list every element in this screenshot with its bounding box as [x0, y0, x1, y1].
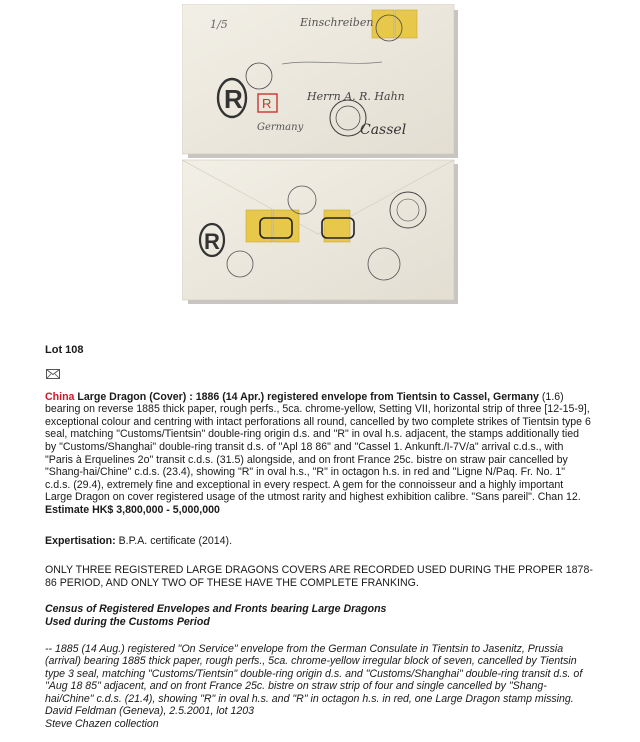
census-entry-source: David Feldman (Geneva), 2.5.2001, lot 1203: [45, 705, 255, 718]
svg-text:R: R: [262, 96, 272, 111]
census-heading-line-2: Used during the Customs Period: [45, 615, 210, 628]
cover-reverse: [182, 160, 454, 300]
census-entry-text: -- 1885 (14 Aug.) registered "On Service" envelope from the German Consulate in Tientsin to Jasenitz, Prussia (arrival) bearing 1885 thick paper, rough perfs., 5ca. chrome-yellow irregular block of seven, cancelled by Tientsin type 3 seal, matching "Customs/Tientsin" double-ring origin d.s. and "Customs/Shanghai" double-ring transit d.s. of "Aug 18 85" adjacent, and on front France 25c. bistre on straw strip of four and single cancelled by "Shang-hai/Chine" c.d.s. (21.4), showing "R" in oval h.s. and "R" in octagon h.s. in red, one Large Dragon stamp missing.: [45, 642, 583, 705]
svg-text:R: R: [204, 229, 220, 254]
svg-text:Germany: Germany: [257, 122, 304, 133]
lot-title: Large Dragon (Cover) : 1886 (14 Apr.) registered envelope from Tientsin to Cassel, Germany: [74, 390, 539, 403]
expertisation-label: Expertisation:: [45, 534, 116, 547]
svg-text:R: R: [224, 84, 243, 114]
census-heading: [45, 603, 593, 628]
census-heading-line-1: Census of Registered Envelopes and Fronts bearing Large Dragons: [45, 603, 387, 616]
svg-text:1/5: 1/5: [210, 18, 228, 31]
lot-number: Lot 108: [45, 344, 84, 356]
country-label: China: [45, 390, 75, 403]
expertisation: [45, 535, 593, 548]
mail-envelope-icon[interactable]: [46, 369, 60, 379]
lot-description: [45, 391, 593, 504]
lot-body: (1.6) bearing on reverse 1885 thick paper, rough perfs., 5ca. chrome-yellow, Setting VII, horizontal strip of three [12-15-9], exceptional colour and centring with intact perforations all round, cancelled by two complete strikes of Tientsin type 6 seal, matching "Customs/Tientsin" double-ring origin d.s. and "R" in oval h.s. adjacent, the stamps additionally tied by "Customs/Shanghai" double-ring transit d.s. of "Apl 18 86" and "Cassel 1. Ankunft./I-7V/a" arrival c.d.s., with "Paris à Erquelines 2o" transit c.d.s. (31.5) alongside, and on front France 25c. bistre on straw pair cancelled by "Shang-hai/Chine" c.d.s. (23.4), showing "R" in oval h.s., "R" in octagon h.s. in red and "Ligne N/Paq. Fr. No. 1" c.d.s. (29.4), extremely fine and exceptional in every respect. A gem for the connoisseur and a highly important Large Dragon on cover registered usage of the utmost rarity and highest exhibition calibre. "Sans pareil". Chan 12.: [45, 390, 591, 504]
stamp-front-2: [395, 10, 417, 38]
census-entry: [45, 643, 593, 731]
svg-text:Herrn A. R. Hahn: Herrn A. R. Hahn: [307, 90, 405, 103]
cover-front: [182, 4, 454, 154]
stamp-front-1: [372, 10, 394, 38]
census-entry-collection: Steve Chazen collection: [45, 718, 159, 731]
cover-photo: [182, 4, 460, 306]
rarity-note: ONLY THREE REGISTERED LARGE DRAGONS COVERS ARE RECORDED USED DURING THE PROPER 1878-86 PERIOD, AND ONLY TWO OF THESE HAVE THE COMPLETE FRANKING.: [45, 564, 593, 589]
svg-text:Einschreiben: Einschreiben: [300, 16, 374, 29]
estimate: Estimate HK$ 3,800,000 - 5,000,000: [45, 503, 220, 516]
svg-text:Cassel: Cassel: [360, 122, 407, 138]
expertisation-value: B.P.A. certificate (2014).: [115, 534, 233, 547]
lot-content: [45, 344, 593, 731]
